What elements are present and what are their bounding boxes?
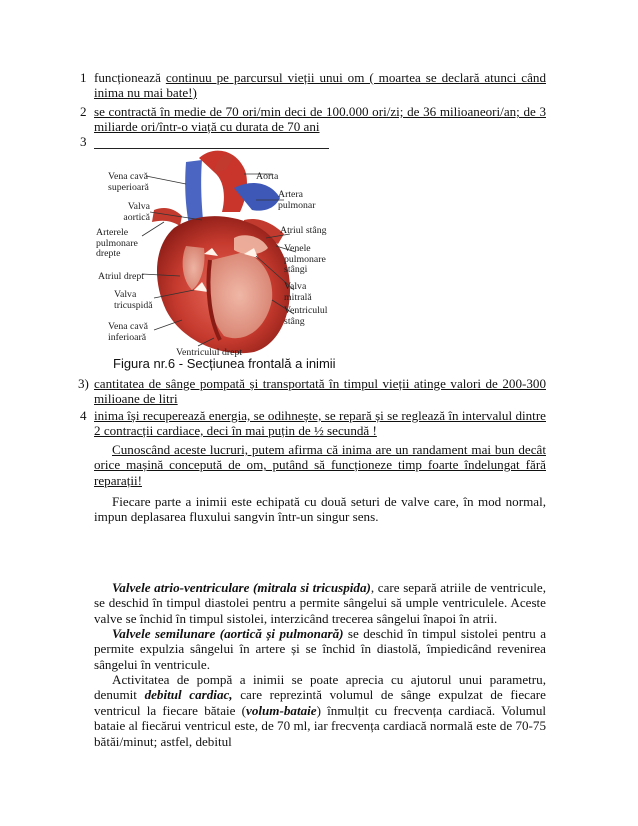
label-atriul-stang: Atriul stâng — [280, 225, 327, 236]
paragraph-valve — [94, 494, 546, 525]
label-vena-cava-superioara: Vena cavă superioară — [108, 171, 149, 193]
paragraph-atrio-ventriculare — [94, 580, 546, 626]
paragraph-text: care reprezintă volumul de sânge expulzat de fiecare ventricul la fiecare bătaie ( — [94, 687, 546, 718]
bold-term: debitul cardiac, — [144, 687, 233, 703]
label-arterele-pulmonare-drepte: Arterele pulmonare drepte — [96, 227, 138, 260]
list-number: 1 — [80, 70, 87, 85]
paragraph-text: Fiecare parte a inimii este echipată cu două seturi de valve care, în mod normal, impun deplasarea fluxului sangvin într-un singur sens. — [94, 494, 546, 525]
list-text-underlined: cantitatea de sânge pompată și transportată în timpul vieții atinge valori de 200-300 milioane de litri — [94, 376, 546, 406]
paragraph-randament — [94, 442, 546, 488]
paragraph-text: se deschid în timpul sistolei pentru a permite expulzia sângelui în artere și se închid în diastolă, împiedicând revenirea sângelui în ventricule. — [94, 626, 547, 672]
paragraph-semilunare — [94, 626, 546, 672]
label-artera-pulmonar: Artera pulmonar — [278, 189, 316, 211]
paragraph-text: , care separă atriile de ventricule, se deschid în timpul diastolei pentru a permite sângelui să umple ventriculele. Aceste valve se închid în timpul sistolei, interzicând trecerea sângelui înapoi în atrii. — [94, 580, 546, 626]
label-valva-mitrala: Valva mitrală — [284, 281, 312, 303]
list-text-plain: funcționează — [94, 70, 166, 85]
paragraph-text: ) înmulțit cu frecvența cardiacă. Volumul bataie al fiecărui ventricul este, de 70 ml, iar frecvența cardiacă normală este de 70-75 bătăi/minut; astfel, debitul — [94, 702, 546, 749]
label-ventriculul-stang: Ventriculul stâng — [284, 305, 328, 327]
list-text-underlined: inima își recuperează energia, se odihnește, se repară și se reglează în intervalul dintre 2 contracții cardiace, deci în mai puțin de ½ secundă ! — [94, 408, 546, 438]
figure-caption: Figura nr.6 - Secțiunea frontală a inimii — [113, 356, 336, 371]
label-vena-cava-inferioara: Vena cavă inferioară — [108, 321, 148, 343]
paragraph-text: Cunoscând aceste lucruri, putem afirma că inima are un randament mai bun decât orice mașină concepută de om, putând să funcționeze timp foarte îndelungat fără reparații! — [94, 442, 546, 488]
list-item-4 — [80, 408, 546, 438]
list-text-underlined: se contractă în medie de 70 ori/min deci de 100.000 ori/zi; de 36 milioaneori/an; de 3 miliarde ori/într-o viață cu durata de 70 ani — [94, 104, 546, 134]
heart-figure — [94, 150, 474, 374]
list-item-3b — [78, 376, 546, 406]
list-number: 3) — [78, 376, 89, 391]
label-valva-aortica: Valva aortică — [123, 201, 150, 223]
bold-term: Valvele atrio-ventriculare (mitrala si tricuspida) — [112, 580, 371, 595]
label-atriul-drept: Atriul drept — [98, 271, 144, 282]
label-valva-tricuspida: Valva tricuspidă — [114, 289, 153, 311]
underline-rule — [94, 148, 329, 149]
list-number: 2 — [80, 104, 87, 119]
list-number: 3 — [80, 134, 87, 149]
paragraph-text: Activitatea de pompă a inimii se poate aprecia cu ajutorul unui parametru, denumit — [94, 672, 546, 703]
label-ventriculul-drept: Ventriculul drept — [176, 347, 243, 358]
bold-term: Valvele semilunare (aortică și pulmonară) — [112, 626, 344, 641]
list-item-2 — [80, 104, 546, 134]
list-item-1 — [80, 70, 547, 100]
list-text-underlined: continuu pe parcursul vieții unui om ( moartea se declară atunci când inima nu mai bate!) — [94, 70, 547, 100]
label-venele-pulmonare-stangi: Venele pulmonare stângi — [284, 243, 326, 276]
label-aorta: Aorta — [256, 171, 279, 182]
paragraph-debit-cardiac — [94, 672, 546, 749]
right-pulmonary-artery-shape — [152, 208, 182, 226]
bold-term: volum-bataie — [246, 702, 317, 718]
list-number: 4 — [80, 408, 87, 423]
